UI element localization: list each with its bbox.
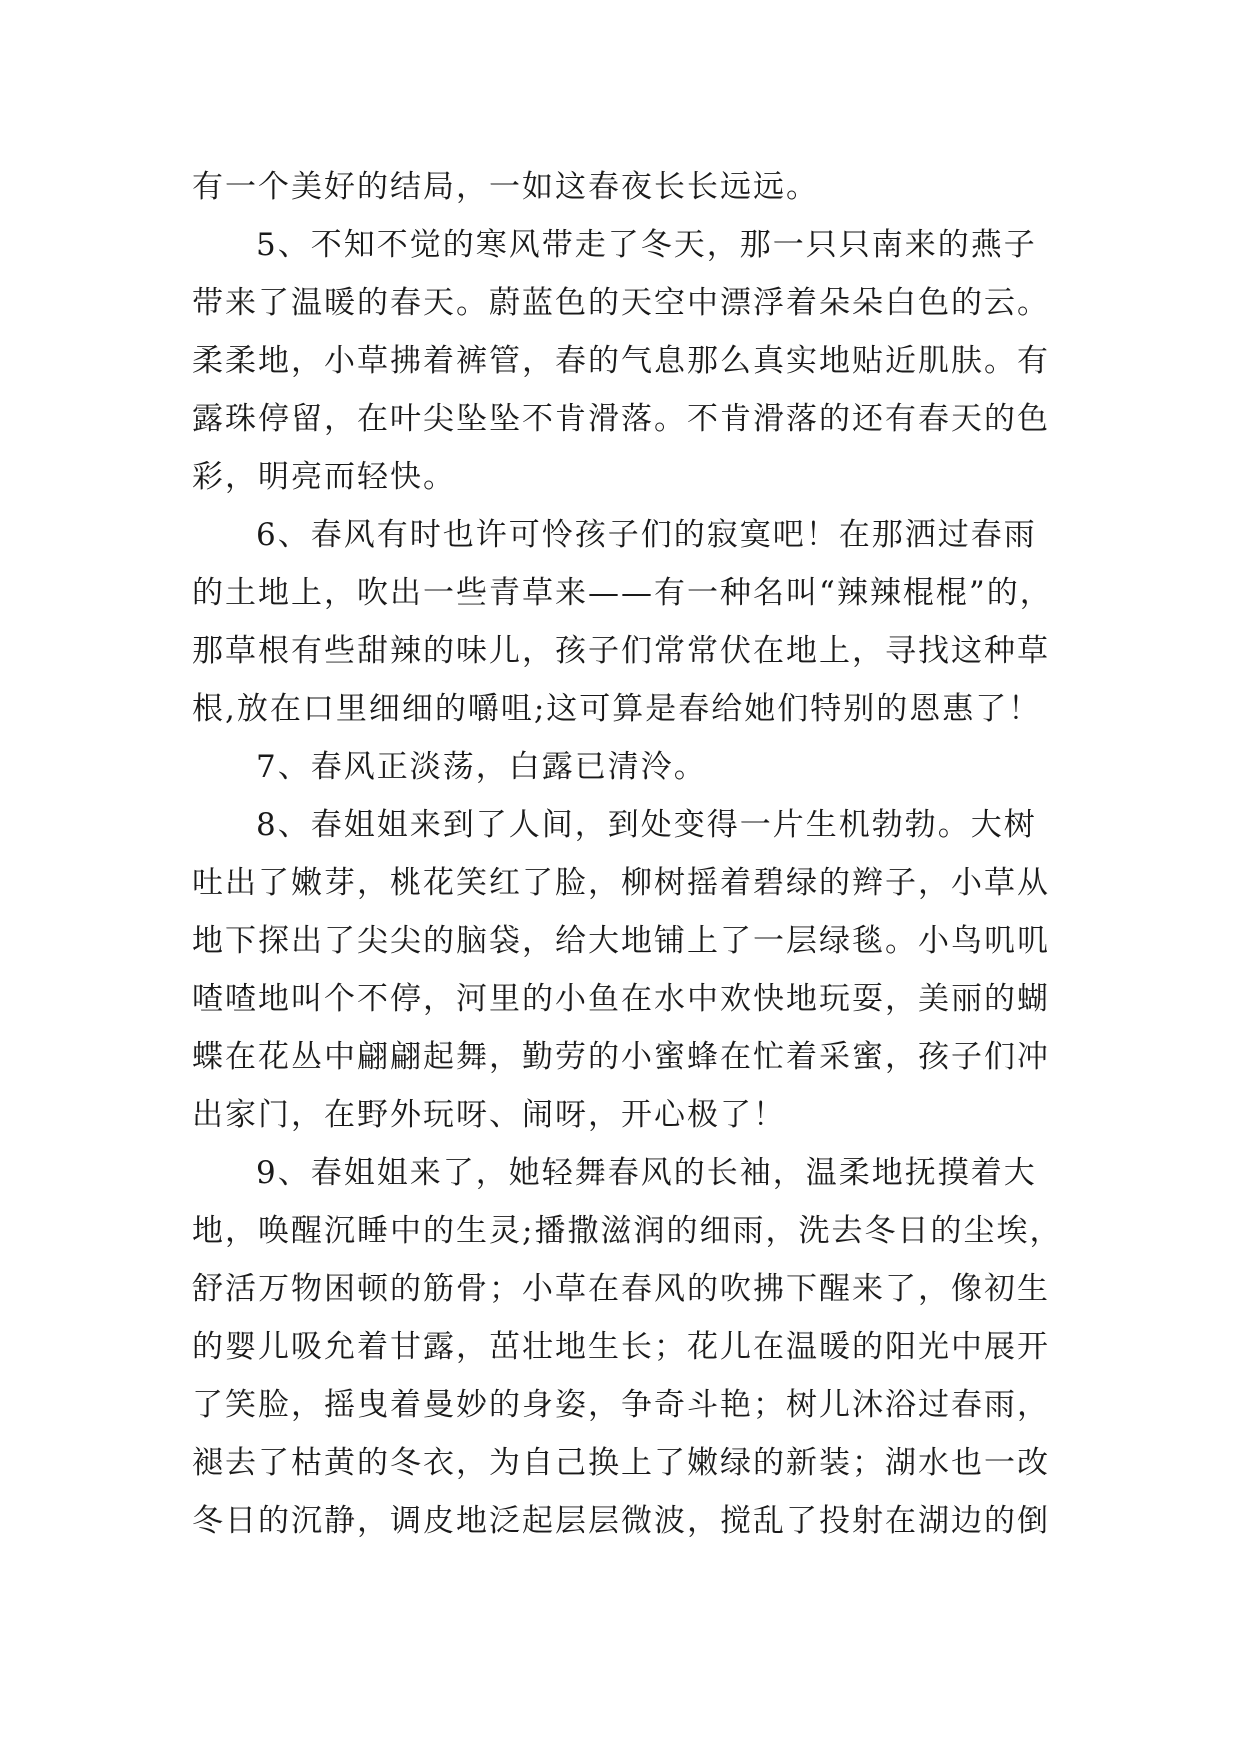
text-line: 柔柔地，小草拂着裤管，春的气息那么真实地贴近肌肤。有 — [192, 343, 1050, 379]
text-line: 褪去了枯黄的冬衣，为自己换上了嫩绿的新装；湖水也一改 — [192, 1445, 1050, 1481]
text-line: 舒活万物困顿的筋骨；小草在春风的吹拂下醒来了，像初生 — [192, 1271, 1050, 1307]
text-line: 蝶在花丛中翩翩起舞，勤劳的小蜜蜂在忙着采蜜，孩子们冲 — [192, 1039, 1050, 1075]
text-line: 了笑脸，摇曳着曼妙的身姿，争奇斗艳；树儿沐浴过春雨， — [192, 1387, 1050, 1423]
text-line: 地下探出了尖尖的脑袋，给大地铺上了一层绿毯。小鸟叽叽 — [192, 923, 1050, 959]
text-line: 的土地上，吹出一些青草来——有一种名叫“辣辣棍棍”的， — [192, 575, 1053, 611]
text-line: 彩，明亮而轻快。 — [192, 459, 456, 495]
text-line: 6、春风有时也许可怜孩子们的寂寞吧！在那洒过春雨 — [256, 517, 1037, 553]
text-line: 吐出了嫩芽，桃花笑红了脸，柳树摇着碧绿的辫子，小草从 — [192, 865, 1050, 901]
text-line: 8、春姐姐来到了人间，到处变得一片生机勃勃。大树 — [256, 807, 1037, 843]
text-line: 有一个美好的结局，一如这春夜长长远远。 — [192, 169, 819, 205]
text-line: 冬日的沉静，调皮地泛起层层微波，搅乱了投射在湖边的倒 — [192, 1503, 1050, 1539]
text-line: 7、春风正淡荡，白露已清泠。 — [256, 749, 707, 785]
text-line: 喳喳地叫个不停，河里的小鱼在水中欢快地玩耍，美丽的蝴 — [192, 981, 1050, 1017]
text-line: 露珠停留，在叶尖坠坠不肯滑落。不肯滑落的还有春天的色 — [192, 401, 1050, 437]
text-line: 那草根有些甜辣的味儿，孩子们常常伏在地上，寻找这种草 — [192, 633, 1050, 669]
text-line: 出家门，在野外玩呀、闹呀，开心极了！ — [192, 1097, 786, 1133]
text-line: 根,放在口里细细的嚼咀;这可算是春给她们特别的恩惠了！ — [192, 691, 1042, 727]
body-text — [192, 158, 1063, 1550]
text-line: 5、不知不觉的寒风带走了冬天，那一只只南来的燕子 — [256, 227, 1037, 263]
text-line: 地，唤醒沉睡中的生灵;播撒滋润的细雨，洗去冬日的尘埃， — [192, 1213, 1063, 1249]
text-line: 带来了温暖的春天。蔚蓝色的天空中漂浮着朵朵白色的云。 — [192, 285, 1050, 321]
text-line: 的婴儿吸允着甘露，茁壮地生长；花儿在温暖的阳光中展开 — [192, 1329, 1050, 1365]
text-line: 9、春姐姐来了，她轻舞春风的长袖，温柔地抚摸着大 — [256, 1155, 1037, 1191]
